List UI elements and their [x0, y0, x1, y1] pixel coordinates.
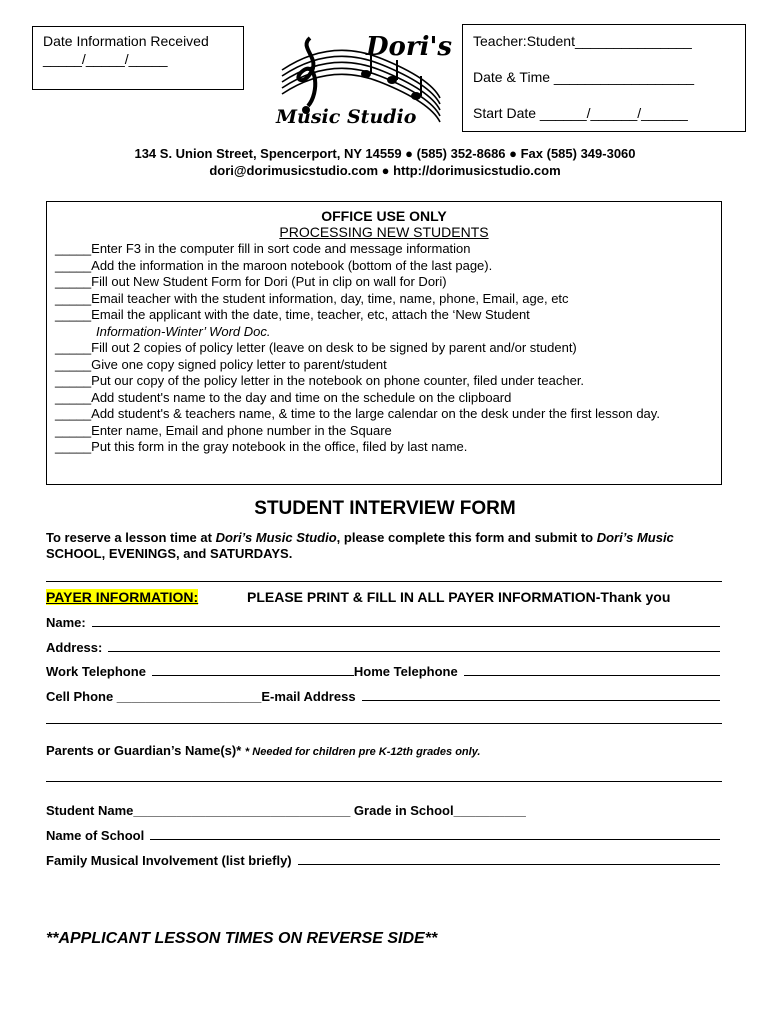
office-title: OFFICE USE ONLY [321, 208, 447, 224]
work-phone-label: Work Telephone [46, 664, 146, 679]
student-name-row[interactable]: Student Name______________________________ Grade in School__________ [46, 803, 526, 818]
intro-text: , please complete this form and submit to [336, 530, 597, 545]
office-item: _____Enter name, Email and phone number in the Square [55, 422, 392, 438]
teacher-student-field: Teacher:Student_______________ [473, 33, 692, 49]
date-received-label: Date Information Received [43, 33, 209, 49]
email-field[interactable] [362, 699, 720, 701]
form-intro [46, 530, 736, 562]
family-label: Family Musical Involvement (list briefly) [46, 853, 292, 868]
home-phone-label: Home Telephone [353, 664, 458, 679]
office-item: _____Add the information in the maroon notebook (bottom of the last page). [55, 257, 493, 273]
work-phone-field[interactable] [152, 674, 354, 676]
teacher-info-box [462, 24, 746, 132]
cell-email-row [46, 689, 720, 704]
parents-row [46, 742, 480, 760]
parents-label: Parents or Guardian’s Name(s)* [46, 743, 245, 758]
address-label: Address: [46, 640, 103, 655]
school-label: Name of School [46, 828, 145, 843]
blank-line[interactable] [46, 723, 722, 724]
address-line-1: 134 S. Union Street, Spencerport, NY 14559 ● (585) 352-8686 ● Fax (585) 349-3060 [134, 146, 636, 161]
office-item: _____Put our copy of the policy letter in the notebook on phone counter, filed under teacher. [55, 373, 585, 388]
studio-logo [270, 18, 453, 134]
parents-note: * Needed for children pre K-12th grades only. [244, 746, 481, 758]
cell-phone-label: Cell Phone ____________________ [46, 689, 262, 704]
office-item: _____Email teacher with the student information, day, time, name, phone, Email, age, etc [55, 290, 569, 306]
office-item: _____Add student's name to the day and time on the schedule on the clipboard [55, 389, 512, 405]
phone-row [46, 664, 720, 679]
family-row [46, 853, 720, 868]
office-item: _____Fill out 2 copies of policy letter (leave on desk to be signed by parent and/or student) [55, 340, 577, 355]
start-date-field: Start Date ______/______/______ [473, 105, 688, 121]
office-item: _____Give one copy signed policy letter to parent/student [55, 356, 387, 372]
office-item: _____Put this form in the gray notebook in the office, filed by last name. [55, 439, 468, 454]
email-label: E-mail Address [261, 689, 356, 704]
logo-subtitle: Music Studio [276, 106, 417, 128]
parents-field[interactable] [46, 781, 722, 782]
school-field[interactable] [150, 838, 720, 840]
name-label: Name: [46, 615, 86, 630]
name-field[interactable] [92, 625, 720, 627]
payer-label: PAYER INFORMATION: [46, 589, 199, 605]
date-received-blank: _____/_____/_____ [43, 51, 168, 67]
separator-line [46, 581, 722, 582]
office-item: _____Fill out New Student Form for Dori (Put in clip on wall for Dori) [55, 274, 447, 289]
school-row [46, 828, 720, 843]
address-line-2: dori@dorimusicstudio.com ● http://dorimusicstudio.com [209, 163, 561, 178]
address-row [46, 640, 720, 655]
intro-text: To reserve a lesson time at [46, 530, 216, 545]
date-time-field: Date & Time __________________ [473, 69, 695, 85]
office-item: _____Email the applicant with the date, time, teacher, etc, attach the ‘New Student [55, 307, 530, 322]
name-row [46, 615, 720, 630]
office-subtitle: PROCESSING NEW STUDENTS [279, 224, 489, 240]
reverse-side-note: **APPLICANT LESSON TIMES ON REVERSE SIDE** [46, 930, 438, 947]
payer-note: PLEASE PRINT & FILL IN ALL PAYER INFORMATION-Thank you [247, 589, 671, 605]
office-use-box [46, 201, 722, 485]
family-field[interactable] [298, 863, 720, 865]
intro-studio: Dori’s Music Studio [215, 530, 337, 545]
address-field[interactable] [108, 650, 720, 652]
intro-studio: Dori’s Music [596, 530, 674, 545]
form-title: STUDENT INTERVIEW FORM [254, 498, 516, 519]
office-item: _____Enter F3 in the computer fill in sort code and message information [55, 241, 471, 256]
home-phone-field[interactable] [464, 674, 720, 676]
date-received-box [32, 26, 244, 90]
office-item-continued: Information-Winter’ Word Doc. [96, 323, 271, 339]
logo-title: Dori's [366, 32, 453, 62]
intro-text: SCHOOL, EVENINGS, and SATURDAYS. [46, 546, 293, 561]
office-item: _____Add student's & teachers name, & time to the large calendar on the desk under the first lesson day. [55, 406, 660, 421]
